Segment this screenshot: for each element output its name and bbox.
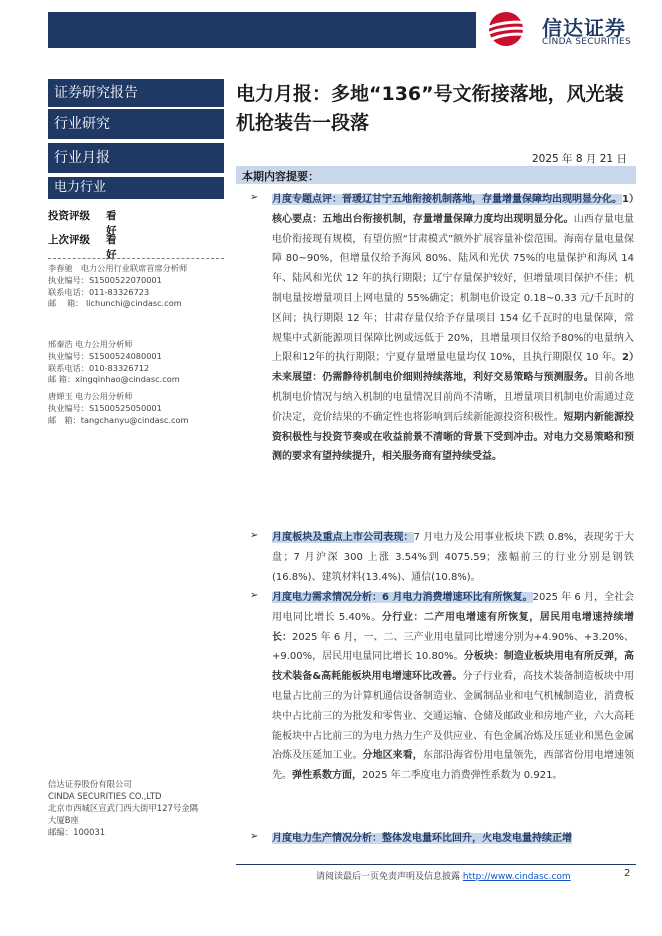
- analyst-phone: 联系电话：010-83326712: [48, 362, 150, 373]
- bullet-text: [272, 829, 634, 849]
- bullet-body: 东部沿海省份用电量领先，西部省份用电增速领先。: [272, 750, 635, 782]
- previous-rating: [48, 232, 117, 261]
- bullet-body: 分子行业看，高技术装备制造板块中用电量占比前三的为计算机通信设备制造业、金属制品业和电气机械制造业，消费板块中占比前三的为批发和零售业、交通运输、仓储及邮政业和房地产业，六大高耗能板块中占比前三的为电力热力生产及供应业、有色金属冶炼及压延业和黑色金属冶炼及压延加工业。: [272, 671, 634, 762]
- analyst-name-title: 李春驰 电力公用行业联席首席分析师: [48, 263, 188, 273]
- analyst-name-title: 邢秦浩 电力公用分析师: [48, 339, 133, 349]
- bullet-body: 2025 年 6 月，全社会用电同比增长 5.40%。: [272, 592, 634, 623]
- logo-en-text: CINDA SECURITIES: [542, 37, 631, 47]
- bullet-heading: 月度电力生产情况分析：整体发电量环比回升，火电发电量持续正增: [272, 833, 572, 844]
- rating-value: 看好: [106, 210, 117, 237]
- bullet-arrow-icon: ➢: [250, 530, 259, 541]
- page-number: 2: [624, 868, 631, 879]
- bullet-subheading: 2）未来展望：仍需静待机制电价细则持续落地，利好交易策略与预测服务。: [272, 352, 634, 384]
- bullet-heading: 月度专题点评：晋瑗辽甘宁五地衔接机制落地，存量增量保障均出现明显分化。: [272, 194, 623, 205]
- analyst-card: [48, 339, 228, 386]
- company-address-cont: 大厦B座: [48, 815, 79, 825]
- bullet-body: 山西存量电量电价衔接现有规模，有望仿照“甘肃模式”额外扩展容量补偿范围。海南存量电量保障 80~90%，但增量仅给予海风 80%、陆风和光伏 75%的电量保护和海风 14 年、陆风和光伏 12 年的执行期限；辽宁存量保护较好，但增量项目保护不佳；机制电量按增量项目上网电量的 55%确定；机制电价设定 0.18~0.33 元/千瓦时的区间；执行期限 12 年；甘肃存量仅给予存量项目 154 亿千瓦时的电量保障，常规集中式新能源项目保障比例或远低于 20%，且增量项目仅给予80%的电量纳入上限和12年的执行期限；宁夏存量增量电量均仅 10%，且执行期限仅 10 年。: [272, 213, 635, 364]
- bullet-subheading: 弹性系数方面，: [292, 770, 362, 782]
- footer-rule: [236, 864, 636, 865]
- analyst-name-title: 唐婵玉 电力公用分析师: [48, 391, 133, 401]
- bullet-heading: 月度电力需求情况分析：6 月电力消费增速环比有所恢复。: [272, 592, 533, 603]
- sidebar-divider: [48, 258, 224, 259]
- analyst-license: 执业编号：S1500525050001: [48, 402, 162, 413]
- footer-disclaimer: 请阅读最后一页免责声明及信息披露: [316, 872, 461, 882]
- report-title: 电力月报：多地“136”号文衔接落地，风光装机抢装告一段落: [236, 83, 624, 134]
- bullet-body: 2025 年二季度电力消费弹性系数为 0.921。: [362, 770, 563, 782]
- logo-cn-text: 信达证券: [542, 16, 626, 40]
- investment-rating: [48, 208, 117, 237]
- bullet-body: 2025 年 6 月，一、二、三产业用电量同比增速分别为+4.90%、+3.20%、+9.00%，居民用电量同比增长 10.80%。: [272, 631, 635, 663]
- bullet-subheading: 分板块：制造业板块用电有所反弹，高技术装备&高耗能板块用电增速环比改善。: [272, 651, 634, 683]
- report-type-box: 证券研究报告: [48, 79, 224, 107]
- bullet-conclusion: 短期内新能源投资积极性与投资节奏或在收益前景不清晰的背景下受到冲击。对电力交易策略和预测的要求有望持续提升，相关服务商有望持续受益。: [272, 411, 635, 463]
- abstract-label: 本期内容提要：: [242, 170, 319, 183]
- report-series-box: 行业月报: [48, 143, 224, 173]
- company-address: 北京市西城区宣武门西大街甲127号金隅: [48, 803, 198, 813]
- footer-note: [316, 869, 571, 882]
- industry-box: 电力行业: [48, 177, 224, 199]
- analyst-license: 执业编号：S1500522070001: [48, 274, 162, 285]
- bullet-subheading: 分地区来看，: [362, 750, 423, 762]
- bullet-subheading: 分行业：二产用电增速有所恢复，居民用电增速持续增长：: [272, 611, 635, 643]
- footer-url-link[interactable]: http://www.cindasc.com: [462, 872, 571, 882]
- cinda-logo: [484, 10, 644, 52]
- analyst-license: 执业编号：S1500524080001: [48, 350, 162, 361]
- bullet-arrow-icon: ➢: [250, 831, 259, 842]
- company-name-en: CINDA SECURITIES CO.,LTD: [48, 791, 162, 801]
- bullet-text: [272, 588, 634, 786]
- analyst-email: 邮 箱：tangchanyu@cindasc.com: [48, 414, 189, 425]
- bullet-text: [272, 528, 634, 587]
- prev-rating-label: 上次评级: [48, 234, 90, 246]
- analyst-email: 邮 箱： lichunchi@cindasc.com: [48, 298, 182, 309]
- rating-label: 投资评级: [48, 210, 90, 222]
- company-postcode: 邮编：100031: [48, 827, 106, 837]
- company-name-cn: 信达证券股份有限公司: [48, 779, 132, 789]
- analyst-card: [48, 263, 228, 310]
- header-bar: [48, 12, 476, 48]
- research-type-box: 行业研究: [48, 109, 224, 139]
- prev-rating-value: 看好: [106, 234, 117, 261]
- bullet-arrow-icon: ➢: [250, 192, 259, 203]
- analyst-card: [48, 391, 228, 426]
- abstract-header: [236, 166, 636, 184]
- analyst-email: 邮 箱：xingqinhao@cindasc.com: [48, 374, 180, 385]
- bullet-body: 目前各地机制电价情况与纳入机制的电量情况目前尚不清晰，且增量项目机制电价需通过竞价决定，竞价结果的不确定性也将影响到后续新能源投资积极性。: [272, 372, 634, 423]
- bullet-text: [272, 190, 634, 467]
- report-date: 2025 年 8 月 21 日: [532, 153, 627, 165]
- bullet-body: 7 月电力及公用事业板块下跌 0.8%，表现劣于大盘；7 月沪深 300 上涨 3.54%到 4075.59；涨幅前三的行业分别是钢铁(16.8%)、建筑材料(13.4%)、通信(10.8%)。: [272, 532, 635, 583]
- cinda-logo-icon: [484, 10, 536, 48]
- bullet-arrow-icon: ➢: [250, 590, 259, 601]
- bullet-subheading: 1）核心要点：五地出台衔接机制，存量增量保障力度均出现明显分化。: [272, 194, 634, 225]
- analyst-phone: 联系电话：011-83326723: [48, 286, 150, 297]
- bullet-heading: 月度板块及重点上市公司表现：: [272, 532, 414, 543]
- company-info: [48, 778, 228, 838]
